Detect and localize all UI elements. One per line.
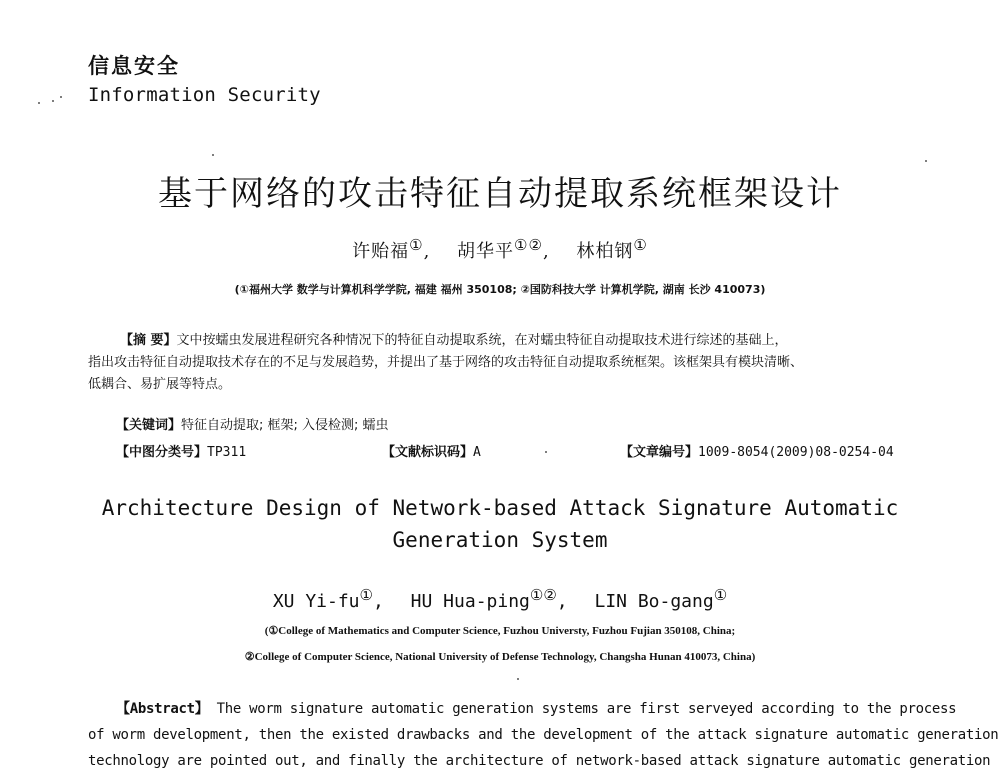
abstract-en xyxy=(88,696,999,774)
abstract-cn-label: 【摘 要】 xyxy=(120,333,177,348)
abstract-en-text: The worm signature automatic generation systems are first serveyed according to the process xyxy=(208,701,957,717)
author-en: HU Hua-ping①②, xyxy=(410,586,568,612)
author-en: LIN Bo-gang① xyxy=(594,586,728,612)
scan-speck xyxy=(212,154,214,156)
abstract-en-label: 【Abstract】 xyxy=(116,701,209,717)
abstract-cn-text: 低耦合、易扩展等特点。 xyxy=(88,377,232,392)
scan-speck xyxy=(38,102,40,104)
section-header-cn: 信息安全 xyxy=(88,54,180,78)
scan-speck xyxy=(60,96,62,98)
author-cn: 胡华平①②, xyxy=(457,236,550,262)
section-header-en: Information Security xyxy=(88,84,321,106)
author-en: XU Yi-fu①, xyxy=(272,586,384,612)
abstract-en-text: technology are pointed out, and finally the architecture of network-based attack signature automatic generation xyxy=(88,753,991,769)
author-list-cn xyxy=(0,236,1000,263)
paper-title-en: Architecture Design of Network-based Attack Signature Automatic Generation System xyxy=(101,496,899,552)
paper-title-cn: 基于网络的攻击特征自动提取系统框架设计 xyxy=(158,174,842,214)
abstract-cn-text: 文中按蠕虫发展进程研究各种情况下的特征自动提取系统，在对蠕虫特征自动提取技术进行综述的基础上， xyxy=(176,333,788,348)
keywords-cn-label: 【关键词】 xyxy=(116,418,182,433)
abstract-en-text: of worm development, then the existed drawbacks and the development of the attack signature automatic generation xyxy=(88,727,999,743)
affiliations-cn: (①福州大学 数学与计算机科学学院, 福建 福州 350108; ②国防科技大学 计算机学院, 湖南 长沙 410073) xyxy=(234,283,766,296)
scan-speck xyxy=(517,678,519,680)
scan-speck xyxy=(52,100,54,102)
keywords-cn xyxy=(116,414,389,433)
scan-speck xyxy=(925,160,927,162)
abstract-cn-text: 指出攻击特征自动提取技术存在的不足与发展趋势，并提出了基于网络的攻击特征自动提取系统框架。该框架具有模块清晰、 xyxy=(88,355,804,370)
keywords-cn-value: 特征自动提取; 框架; 入侵检测; 蠕虫 xyxy=(181,418,389,433)
author-cn: 林柏钢① xyxy=(576,236,648,262)
abstract-cn xyxy=(88,330,928,396)
scan-speck xyxy=(545,451,547,453)
document-code: 【文献标识码】A xyxy=(382,445,481,460)
clc-number: 【中图分类号】TP311 xyxy=(116,445,247,460)
author-list-en xyxy=(0,586,1000,612)
author-cn: 许贻福①, xyxy=(352,236,431,262)
affiliation-en: (①College of Mathematics and Computer Science, Fuzhou Universty, Fuzhou Fujian 350108, China; xyxy=(264,625,736,637)
affiliation-en: ②College of Computer Science, National University of Defense Technology, Changsha Hunan 410073, China) xyxy=(244,651,756,663)
article-number: 【文章编号】1009-8054(2009)08-0254-04 xyxy=(620,445,894,460)
